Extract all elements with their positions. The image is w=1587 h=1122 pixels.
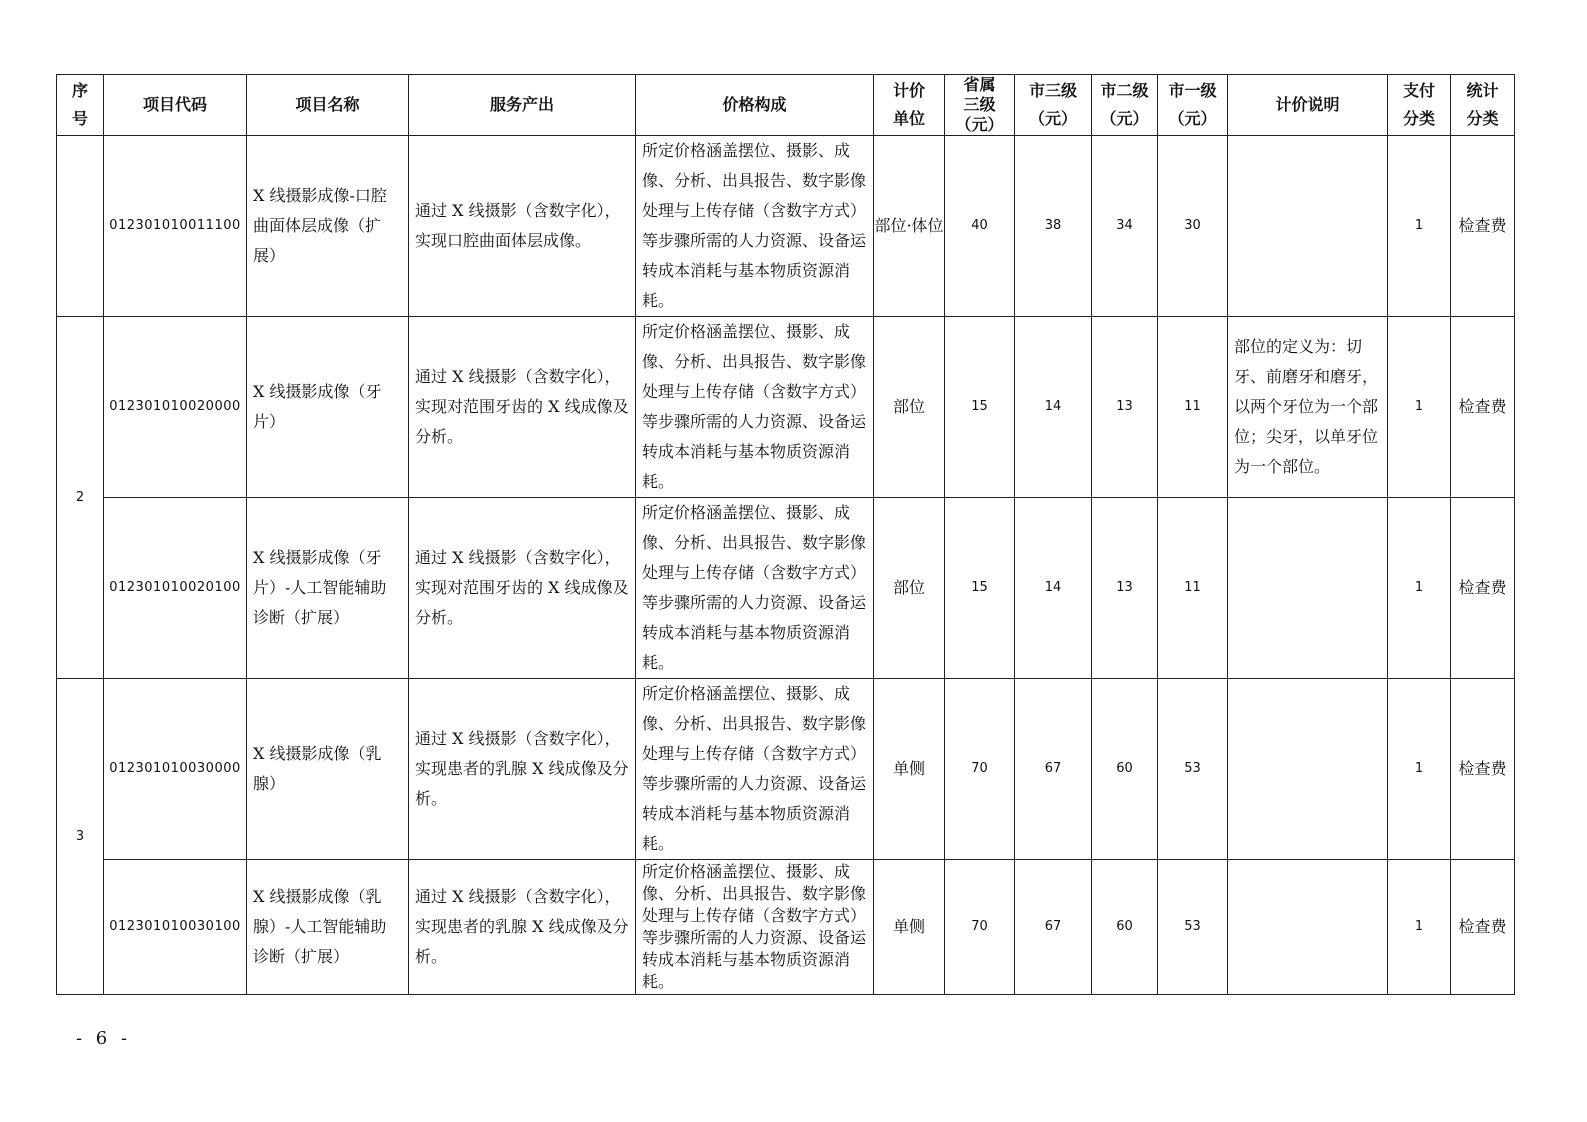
header-city2: 市二级 （元） xyxy=(1092,75,1158,136)
cell-note xyxy=(1228,679,1388,860)
cell-unit: 部位 xyxy=(874,498,945,679)
header-unit: 计价 单位 xyxy=(874,75,945,136)
cell-city2: 60 xyxy=(1092,860,1158,995)
cell-code: 012301010030100 xyxy=(104,860,247,995)
cell-stat: 检查费 xyxy=(1451,317,1515,498)
header-pay: 支付 分类 xyxy=(1388,75,1451,136)
header-name: 项目名称 xyxy=(247,75,409,136)
header-city1: 市一级 （元） xyxy=(1158,75,1228,136)
cell-prov: 70 xyxy=(945,679,1015,860)
cell-pay: 1 xyxy=(1388,679,1451,860)
cell-stat: 检查费 xyxy=(1451,860,1515,995)
cell-service: 通过 X 线摄影（含数字化），实现对范围牙齿的 X 线成像及分析。 xyxy=(409,498,636,679)
cell-prov: 70 xyxy=(945,860,1015,995)
cell-composition: 所定价格涵盖摆位、摄影、成像、分析、出具报告、数字影像处理与上传存储（含数字方式）等步骤所需的人力资源、设备运转成本消耗与基本物质资源消耗。 xyxy=(636,136,874,317)
cell-pay: 1 xyxy=(1388,136,1451,317)
cell-code: 012301010030000 xyxy=(104,679,247,860)
cell-city3: 67 xyxy=(1015,860,1092,995)
table-row xyxy=(57,860,1515,995)
cell-service: 通过 X 线摄影（含数字化），实现对范围牙齿的 X 线成像及分析。 xyxy=(409,317,636,498)
cell-city1: 53 xyxy=(1158,860,1228,995)
cell-seq: 3 xyxy=(57,679,104,995)
cell-note xyxy=(1228,136,1388,317)
cell-unit: 单侧 xyxy=(874,860,945,995)
cell-city2: 13 xyxy=(1092,317,1158,498)
cell-pay: 1 xyxy=(1388,498,1451,679)
header-row xyxy=(57,75,1515,136)
cell-name: X 线摄影成像（牙片）-人工智能辅助诊断（扩展） xyxy=(247,498,409,679)
cell-city2: 60 xyxy=(1092,679,1158,860)
table-row xyxy=(57,498,1515,679)
cell-code: 012301010020100 xyxy=(104,498,247,679)
table-row xyxy=(57,136,1515,317)
cell-prov: 15 xyxy=(945,498,1015,679)
cell-pay: 1 xyxy=(1388,860,1451,995)
header-code: 项目代码 xyxy=(104,75,247,136)
header-service: 服务产出 xyxy=(409,75,636,136)
page-number: - 6 - xyxy=(76,1028,132,1049)
cell-name: X 线摄影成像（牙片） xyxy=(247,317,409,498)
cell-stat: 检查费 xyxy=(1451,136,1515,317)
cell-name: X 线摄影成像（乳腺） xyxy=(247,679,409,860)
cell-prov: 40 xyxy=(945,136,1015,317)
cell-city1: 53 xyxy=(1158,679,1228,860)
cell-composition: 所定价格涵盖摆位、摄影、成像、分析、出具报告、数字影像处理与上传存储（含数字方式）等步骤所需的人力资源、设备运转成本消耗与基本物质资源消耗。 xyxy=(636,860,874,995)
cell-city3: 14 xyxy=(1015,498,1092,679)
cell-city3: 14 xyxy=(1015,317,1092,498)
cell-note xyxy=(1228,498,1388,679)
cell-service: 通过 X 线摄影（含数字化），实现口腔曲面体层成像。 xyxy=(409,136,636,317)
cell-name: X 线摄影成像（乳腺）-人工智能辅助诊断（扩展） xyxy=(247,860,409,995)
header-note: 计价说明 xyxy=(1228,75,1388,136)
table-row xyxy=(57,679,1515,860)
cell-city2: 34 xyxy=(1092,136,1158,317)
cell-name: X 线摄影成像-口腔曲面体层成像（扩展） xyxy=(247,136,409,317)
cell-city1: 11 xyxy=(1158,498,1228,679)
cell-service: 通过 X 线摄影（含数字化），实现患者的乳腺 X 线成像及分析。 xyxy=(409,860,636,995)
table-row xyxy=(57,317,1515,498)
header-composition: 价格构成 xyxy=(636,75,874,136)
header-city3: 市三级 （元） xyxy=(1015,75,1092,136)
cell-city1: 11 xyxy=(1158,317,1228,498)
cell-city3: 38 xyxy=(1015,136,1092,317)
cell-code: 012301010020000 xyxy=(104,317,247,498)
cell-note: 部位的定义为：切牙、前磨牙和磨牙，以两个牙位为一个部位；尖牙，以单牙位为一个部位。 xyxy=(1228,317,1388,498)
header-seq: 序 号 xyxy=(57,75,104,136)
cell-stat: 检查费 xyxy=(1451,498,1515,679)
cell-city3: 67 xyxy=(1015,679,1092,860)
price-table xyxy=(56,74,1515,995)
cell-city1: 30 xyxy=(1158,136,1228,317)
header-stat: 统计 分类 xyxy=(1451,75,1515,136)
cell-composition: 所定价格涵盖摆位、摄影、成像、分析、出具报告、数字影像处理与上传存储（含数字方式）等步骤所需的人力资源、设备运转成本消耗与基本物质资源消耗。 xyxy=(636,498,874,679)
cell-seq xyxy=(57,136,104,317)
cell-code: 012301010011100 xyxy=(104,136,247,317)
cell-stat: 检查费 xyxy=(1451,679,1515,860)
header-prov: 省属 三级 （元） xyxy=(945,75,1015,136)
cell-unit: 部位·体位 xyxy=(874,136,945,317)
cell-unit: 单侧 xyxy=(874,679,945,860)
cell-prov: 15 xyxy=(945,317,1015,498)
cell-unit: 部位 xyxy=(874,317,945,498)
cell-note xyxy=(1228,860,1388,995)
cell-composition: 所定价格涵盖摆位、摄影、成像、分析、出具报告、数字影像处理与上传存储（含数字方式）等步骤所需的人力资源、设备运转成本消耗与基本物质资源消耗。 xyxy=(636,317,874,498)
cell-pay: 1 xyxy=(1388,317,1451,498)
cell-composition: 所定价格涵盖摆位、摄影、成像、分析、出具报告、数字影像处理与上传存储（含数字方式）等步骤所需的人力资源、设备运转成本消耗与基本物质资源消耗。 xyxy=(636,679,874,860)
cell-seq: 2 xyxy=(57,317,104,679)
cell-city2: 13 xyxy=(1092,498,1158,679)
cell-service: 通过 X 线摄影（含数字化），实现患者的乳腺 X 线成像及分析。 xyxy=(409,679,636,860)
